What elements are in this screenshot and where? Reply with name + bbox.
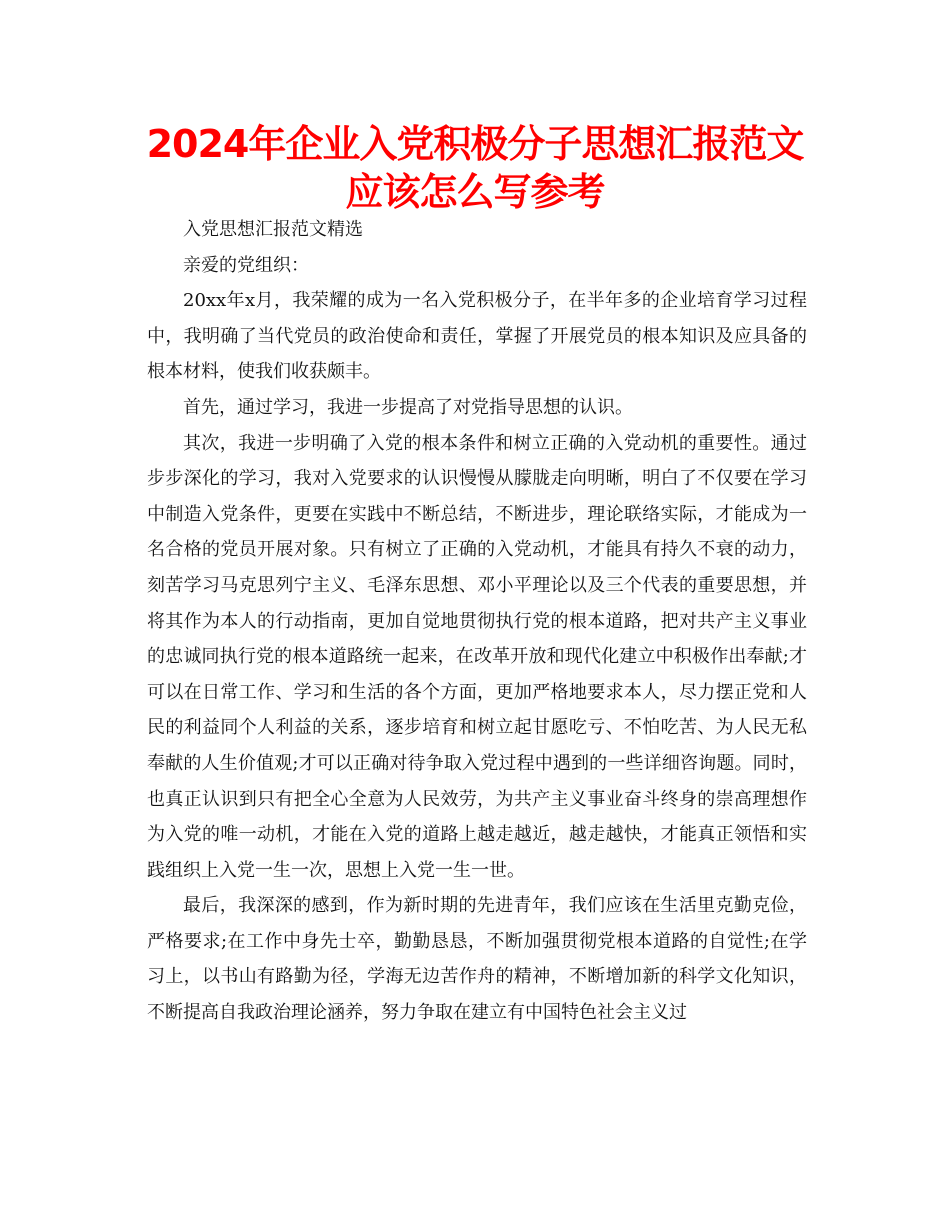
document-title-line-1: 2024年企业入党积极分子思想汇报范文	[146, 122, 804, 166]
document-title	[140, 120, 810, 216]
subtitle-paragraph: 入党思想汇报范文精选	[183, 219, 363, 240]
second-point-paragraph: 其次，我进一步明确了入党的根本条件和树立正确的入党动机的重要性。通过步步深化的学习，我对入党要求的认识慢慢从朦胧走向明晰，明白了不仅要在学习中制造入党条件，更要在实践中不断总结，不断进步，理论联络实际，才能成为一名合格的党员开展对象。只有树立了正确的入党动机，才能具有持久不衰的动力，刻苦学习马克思列宁主义、毛泽东思想、邓小平理论以及三个代表的重要思想，并将其作为本人的行动指南，更加自觉地贯彻执行党的根本道路，把对共产主义事业的忠诚同执行党的根本道路统一起来，在改革开放和现代化建立中积极作出奉献;才可以在日常工作、学习和生活的各个方面，更加严格地要求本人，尽力摆正党和人民的利益同个人利益的关系，逐步培育和树立起甘愿吃亏、不怕吃苦、为人民无私奉献的人生价值观;才可以正确对待争取入党过程中遇到的一些详细咨询题。同时，也真正认识到只有把全心全意为人民效劳，为共产主义事业奋斗终身的崇高理想作为入党的唯一动机，才能在入党的道路上越走越近，越走越快，才能真正领悟和实践组织上入党一生一次，思想上入党一生一世。	[147, 432, 807, 881]
document-title-line-2: 应该怎么写参考	[345, 170, 605, 214]
document-body	[147, 212, 807, 1031]
final-point-paragraph: 最后，我深深的感到，作为新时期的先进青年，我们应该在生活里克勤克俭，严格要求;在工作中身先士卒，勤勤恳恳，不断加强贯彻党根本道路的自觉性;在学习上，以书山有路勤为径，学海无边苦作舟的精神，不断增加新的科学文化知识，不断提高自我政治理论涵养，努力争取在建立有中国特色社会主义过	[147, 895, 807, 1024]
first-point-paragraph: 首先，通过学习，我进一步提高了对党指导思想的认识。	[183, 396, 633, 418]
salutation-paragraph: 亲爱的党组织：	[183, 254, 309, 276]
intro-paragraph: 20xx年x月，我荣耀的成为一名入党积极分子，在半年多的企业培育学习过程中，我明确了当代党员的政治使命和责任，掌握了开展党员的根本知识及应具备的根本材料，使我们收获颇丰。	[147, 290, 807, 383]
